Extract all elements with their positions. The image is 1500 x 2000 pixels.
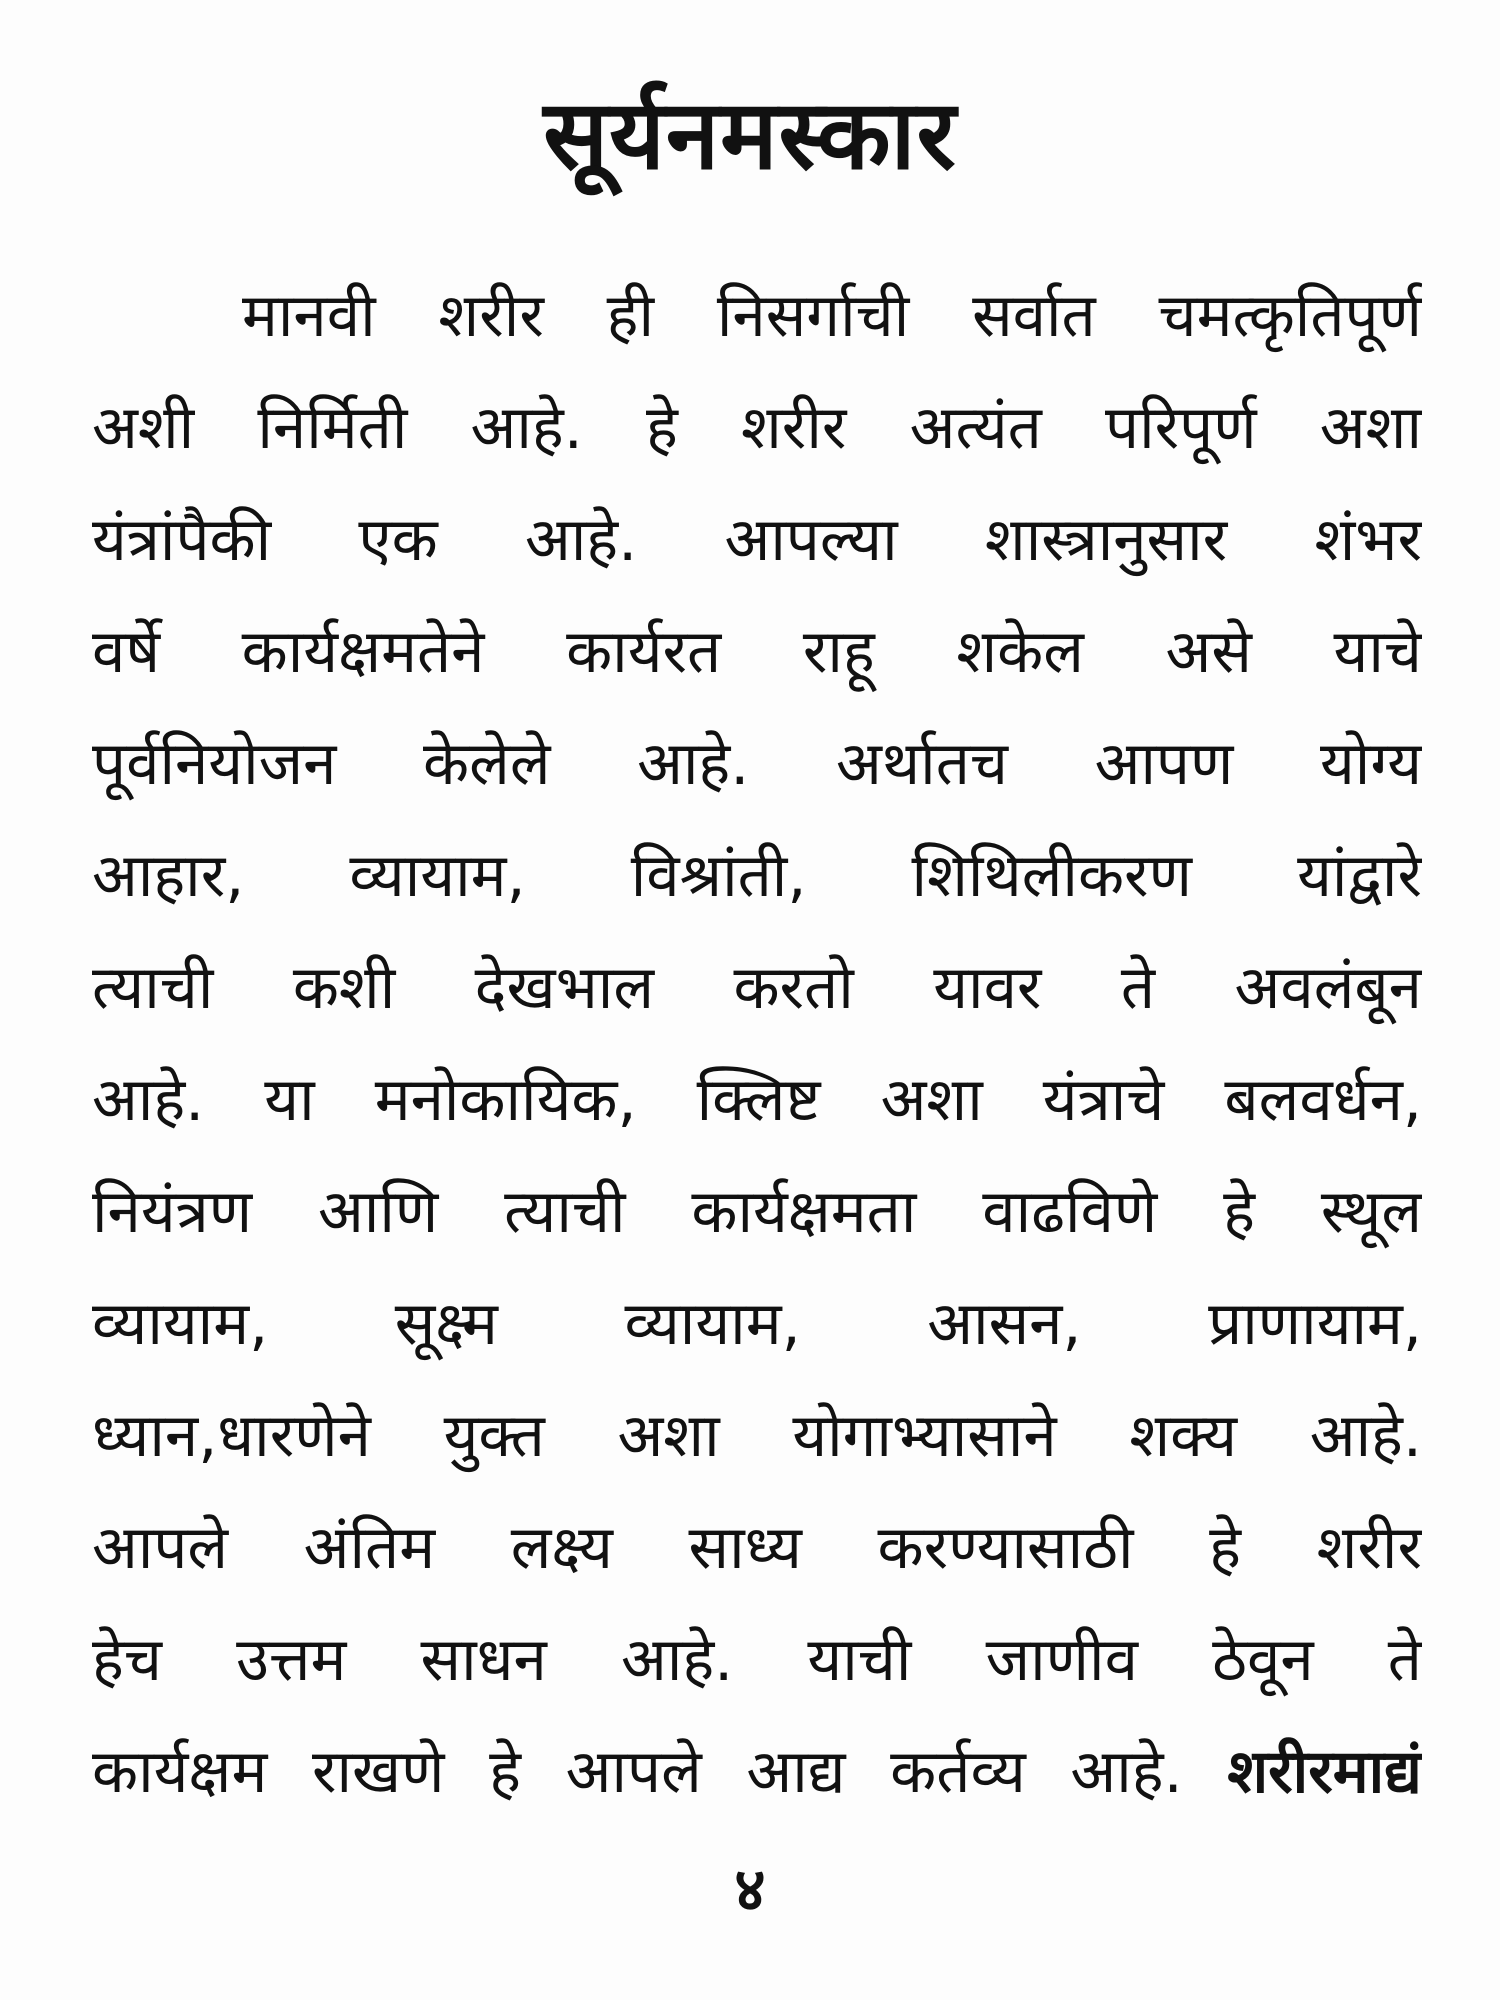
text-line: मानवी शरीर ही निसर्गाची सर्वात चमत्कृतिपूर्ण xyxy=(242,281,1422,351)
bold-sanskrit-phrase: शरीरमाद्यं xyxy=(1227,1737,1422,1807)
text-line: आपले अंतिम लक्ष्य साध्य करण्यासाठी हे शरीर xyxy=(92,1513,1422,1583)
text-line: नियंत्रण आणि त्याची कार्यक्षमता वाढविणे हे स्थूल xyxy=(92,1177,1422,1247)
text-line: यंत्रांपैकी एक आहे. आपल्या शास्त्रानुसार शंभर xyxy=(92,505,1422,575)
page-number: ४ xyxy=(734,1855,766,1925)
text-line: पूर्वनियोजन केलेले आहे. अर्थातच आपण योग्य xyxy=(92,729,1422,799)
text-line: व्यायाम, सूक्ष्म व्यायाम, आसन, प्राणायाम, xyxy=(92,1289,1422,1359)
text-line: वर्षे कार्यक्षमतेने कार्यरत राहू शकेल असे याचे xyxy=(92,617,1422,687)
text-line-last xyxy=(92,1716,1422,1828)
text-line-main: कार्यक्षम राखणे हे आपले आद्य कर्तव्य आहे. xyxy=(92,1737,1183,1807)
text-line: आहार, व्यायाम, विश्रांती, शिथिलीकरण यांद्वारे xyxy=(92,841,1422,911)
text-line: अशी निर्मिती आहे. हे शरीर अत्यंत परिपूर्ण अशा xyxy=(92,393,1422,463)
text-line: ध्यान,धारणेने युक्त अशा योगाभ्यासाने शक्य आहे. xyxy=(92,1401,1422,1471)
page-title: सूर्यनमस्कार xyxy=(543,79,957,191)
body-paragraph xyxy=(92,260,1422,1828)
text-line: त्याची कशी देखभाल करतो यावर ते अवलंबून xyxy=(92,953,1422,1023)
text-line: हेच उत्तम साधन आहे. याची जाणीव ठेवून ते xyxy=(92,1625,1422,1695)
text-line: आहे. या मनोकायिक, क्लिष्ट अशा यंत्राचे बलवर्धन, xyxy=(92,1065,1422,1135)
